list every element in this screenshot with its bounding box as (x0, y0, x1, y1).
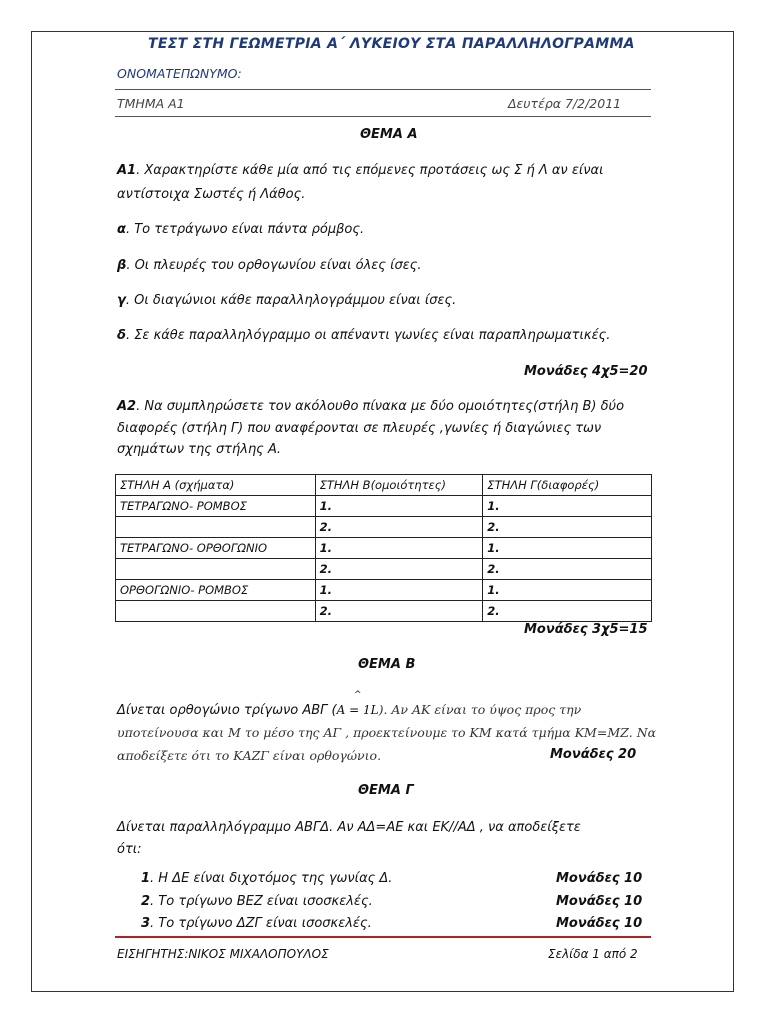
item-label: α (117, 222, 126, 237)
theme-b-line-1 (117, 702, 581, 718)
date-label: Δευτέρα 7/2/2011 (508, 96, 622, 111)
angle-hat-icon: ^ (354, 690, 362, 700)
footer-page-number: Σελίδα 1 από 2 (548, 947, 638, 961)
theme-c-heading: ΘΕΜΑ Γ (358, 783, 414, 798)
a2-label: Α2 (117, 399, 137, 414)
marks-a2: Μονάδες 3χ5=15 (524, 622, 648, 637)
table-cell: 1. (483, 538, 652, 559)
marks-c3: Μονάδες 10 (556, 916, 643, 931)
table-header: ΣΤΗΛΗ Α (σχήματα) (116, 475, 316, 496)
name-underline (115, 89, 651, 90)
table-cell: ΤΕΤΡΑΓΩΝΟ- ΡΟΜΒΟΣ (116, 496, 316, 517)
table-cell (116, 517, 316, 538)
table-cell: 2. (483, 517, 652, 538)
table-row (116, 496, 652, 517)
theme-c-line-1: Δίνεται παραλληλόγραμμο ΑΒΓΔ. Αν ΑΔ=ΑΕ και ΕΚ//ΑΔ , να αποδείξετε (117, 820, 581, 835)
c-item-num: 1 (141, 871, 151, 886)
marks-c1: Μονάδες 10 (556, 871, 643, 886)
table-cell: 1. (483, 496, 652, 517)
item-label: γ (117, 293, 126, 308)
c-item-3 (141, 916, 372, 931)
angle-formula: A = 1L (336, 703, 379, 717)
item-label: β (117, 258, 127, 273)
marks-c2: Μονάδες 10 (556, 894, 643, 909)
theme-b-line-2: υποτείνουσα και Μ το μέσο της ΑΓ , προεκτείνουμε το ΚΜ κατά τμήμα ΚΜ=ΜΖ. Να (117, 725, 657, 740)
comparison-table (115, 474, 652, 622)
a1-line-1 (117, 163, 603, 178)
question-item-c (117, 293, 456, 308)
c-item-text: . Η ΔΕ είναι διχοτόμος της γωνίας Δ. (150, 871, 393, 886)
theme-b-line-3: αποδείξετε ότι το ΚΑΖΓ είναι ορθογώνιο. (117, 748, 382, 763)
a2-text-2: διαφορές (στήλη Γ) που αναφέρονται σε πλευρές ,γωνίες ή διαγώνιες των (117, 421, 602, 436)
theme-b-heading: ΘΕΜΑ Β (358, 657, 416, 672)
table-cell (116, 601, 316, 622)
marks-b: Μονάδες 20 (550, 747, 637, 762)
table-header: ΣΤΗΛΗ Γ(διαφορές) (483, 475, 652, 496)
question-item-d (117, 328, 610, 343)
header-underline (115, 116, 651, 117)
item-text: . Οι πλευρές του ορθογωνίου είναι όλες ίσες. (126, 258, 422, 273)
theme-a-heading: ΘΕΜΑ Α (360, 127, 418, 142)
a2-line-1 (117, 399, 624, 414)
table-cell: 1. (315, 580, 483, 601)
table-cell: 2. (483, 559, 652, 580)
table-cell: 2. (315, 559, 483, 580)
table-row (116, 601, 652, 622)
table-cell: 1. (483, 580, 652, 601)
table-cell: 2. (483, 601, 652, 622)
table-cell: ΟΡΘΟΓΩΝΙΟ- ΡΟΜΒΟΣ (116, 580, 316, 601)
table-row (116, 517, 652, 538)
item-text: . Οι διαγώνιοι κάθε παραλληλογράμμου είναι ίσες. (125, 293, 457, 308)
marks-a1: Μονάδες 4χ5=20 (524, 364, 648, 379)
page-title: ΤΕΣΤ ΣΤΗ ΓΕΩΜΕΤΡΙΑ Α΄ ΛΥΚΕΙΟΥ ΣΤΑ ΠΑΡΑΛΛΗΛΟΓΡΑΜΜΑ (148, 36, 635, 52)
footer-author: ΕΙΣΗΓΗΤΗΣ:ΝΙΚΟΣ ΜΙΧΑΛΟΠΟΥΛΟΣ (117, 947, 329, 961)
a1-label: Α1 (117, 163, 137, 178)
theme-c-line-2: ότι: (117, 842, 142, 857)
c-item-2 (141, 894, 373, 909)
c-item-text: . Το τρίγωνο ΔΖΓ είναι ισοσκελές. (150, 916, 372, 931)
table-row (116, 538, 652, 559)
table-cell: 2. (315, 517, 483, 538)
table-cell: 1. (315, 538, 483, 559)
item-text: . Το τετράγωνο είναι πάντα ρόμβος. (125, 222, 365, 237)
a1-text-2: αντίστοιχα Σωστές ή Λάθος. (117, 187, 306, 202)
name-label: ΟΝΟΜΑΤΕΠΩΝΥΜΟ: (117, 66, 242, 81)
table-cell: 2. (315, 601, 483, 622)
c-item-text: . Το τρίγωνο ΒΕΖ είναι ισοσκελές. (150, 894, 373, 909)
question-item-b (117, 258, 422, 273)
table-cell: 1. (315, 496, 483, 517)
c-item-num: 2 (141, 894, 151, 909)
table-row (116, 559, 652, 580)
table-cell: ΤΕΤΡΑΓΩΝΟ- ΟΡΘΟΓΩΝΙΟ (116, 538, 316, 559)
a1-text-1: . Χαρακτηρίστε κάθε μία από τις επόμενες προτάσεις ως Σ ή Λ αν είναι (136, 163, 604, 178)
a2-text-3: σχημάτων της στήλης Α. (117, 442, 281, 457)
table-row (116, 580, 652, 601)
c-item-1 (141, 871, 392, 886)
theme-b-line-1b: ). Αν ΑΚ είναι το ύψος προς την (378, 702, 582, 717)
table-cell (116, 559, 316, 580)
a2-text-1: . Να συμπληρώσετε τον ακόλουθο πίνακα με δύο ομοιότητες(στήλη Β) δύο (136, 399, 625, 414)
c-item-num: 3 (141, 916, 151, 931)
question-item-a (117, 222, 364, 237)
table-header-row (116, 475, 652, 496)
footer-rule (115, 936, 651, 938)
item-label: δ (117, 328, 126, 343)
item-text: . Σε κάθε παραλληλόγραμμο οι απέναντι γωνίες είναι παραπληρωματικές. (125, 328, 611, 343)
table-header: ΣΤΗΛΗ Β(ομοιότητες) (315, 475, 483, 496)
class-label: ΤΜΗΜΑ Α1 (117, 96, 185, 111)
theme-b-line-1a: Δίνεται ορθογώνιο τρίγωνο ΑΒΓ ( (117, 703, 337, 718)
